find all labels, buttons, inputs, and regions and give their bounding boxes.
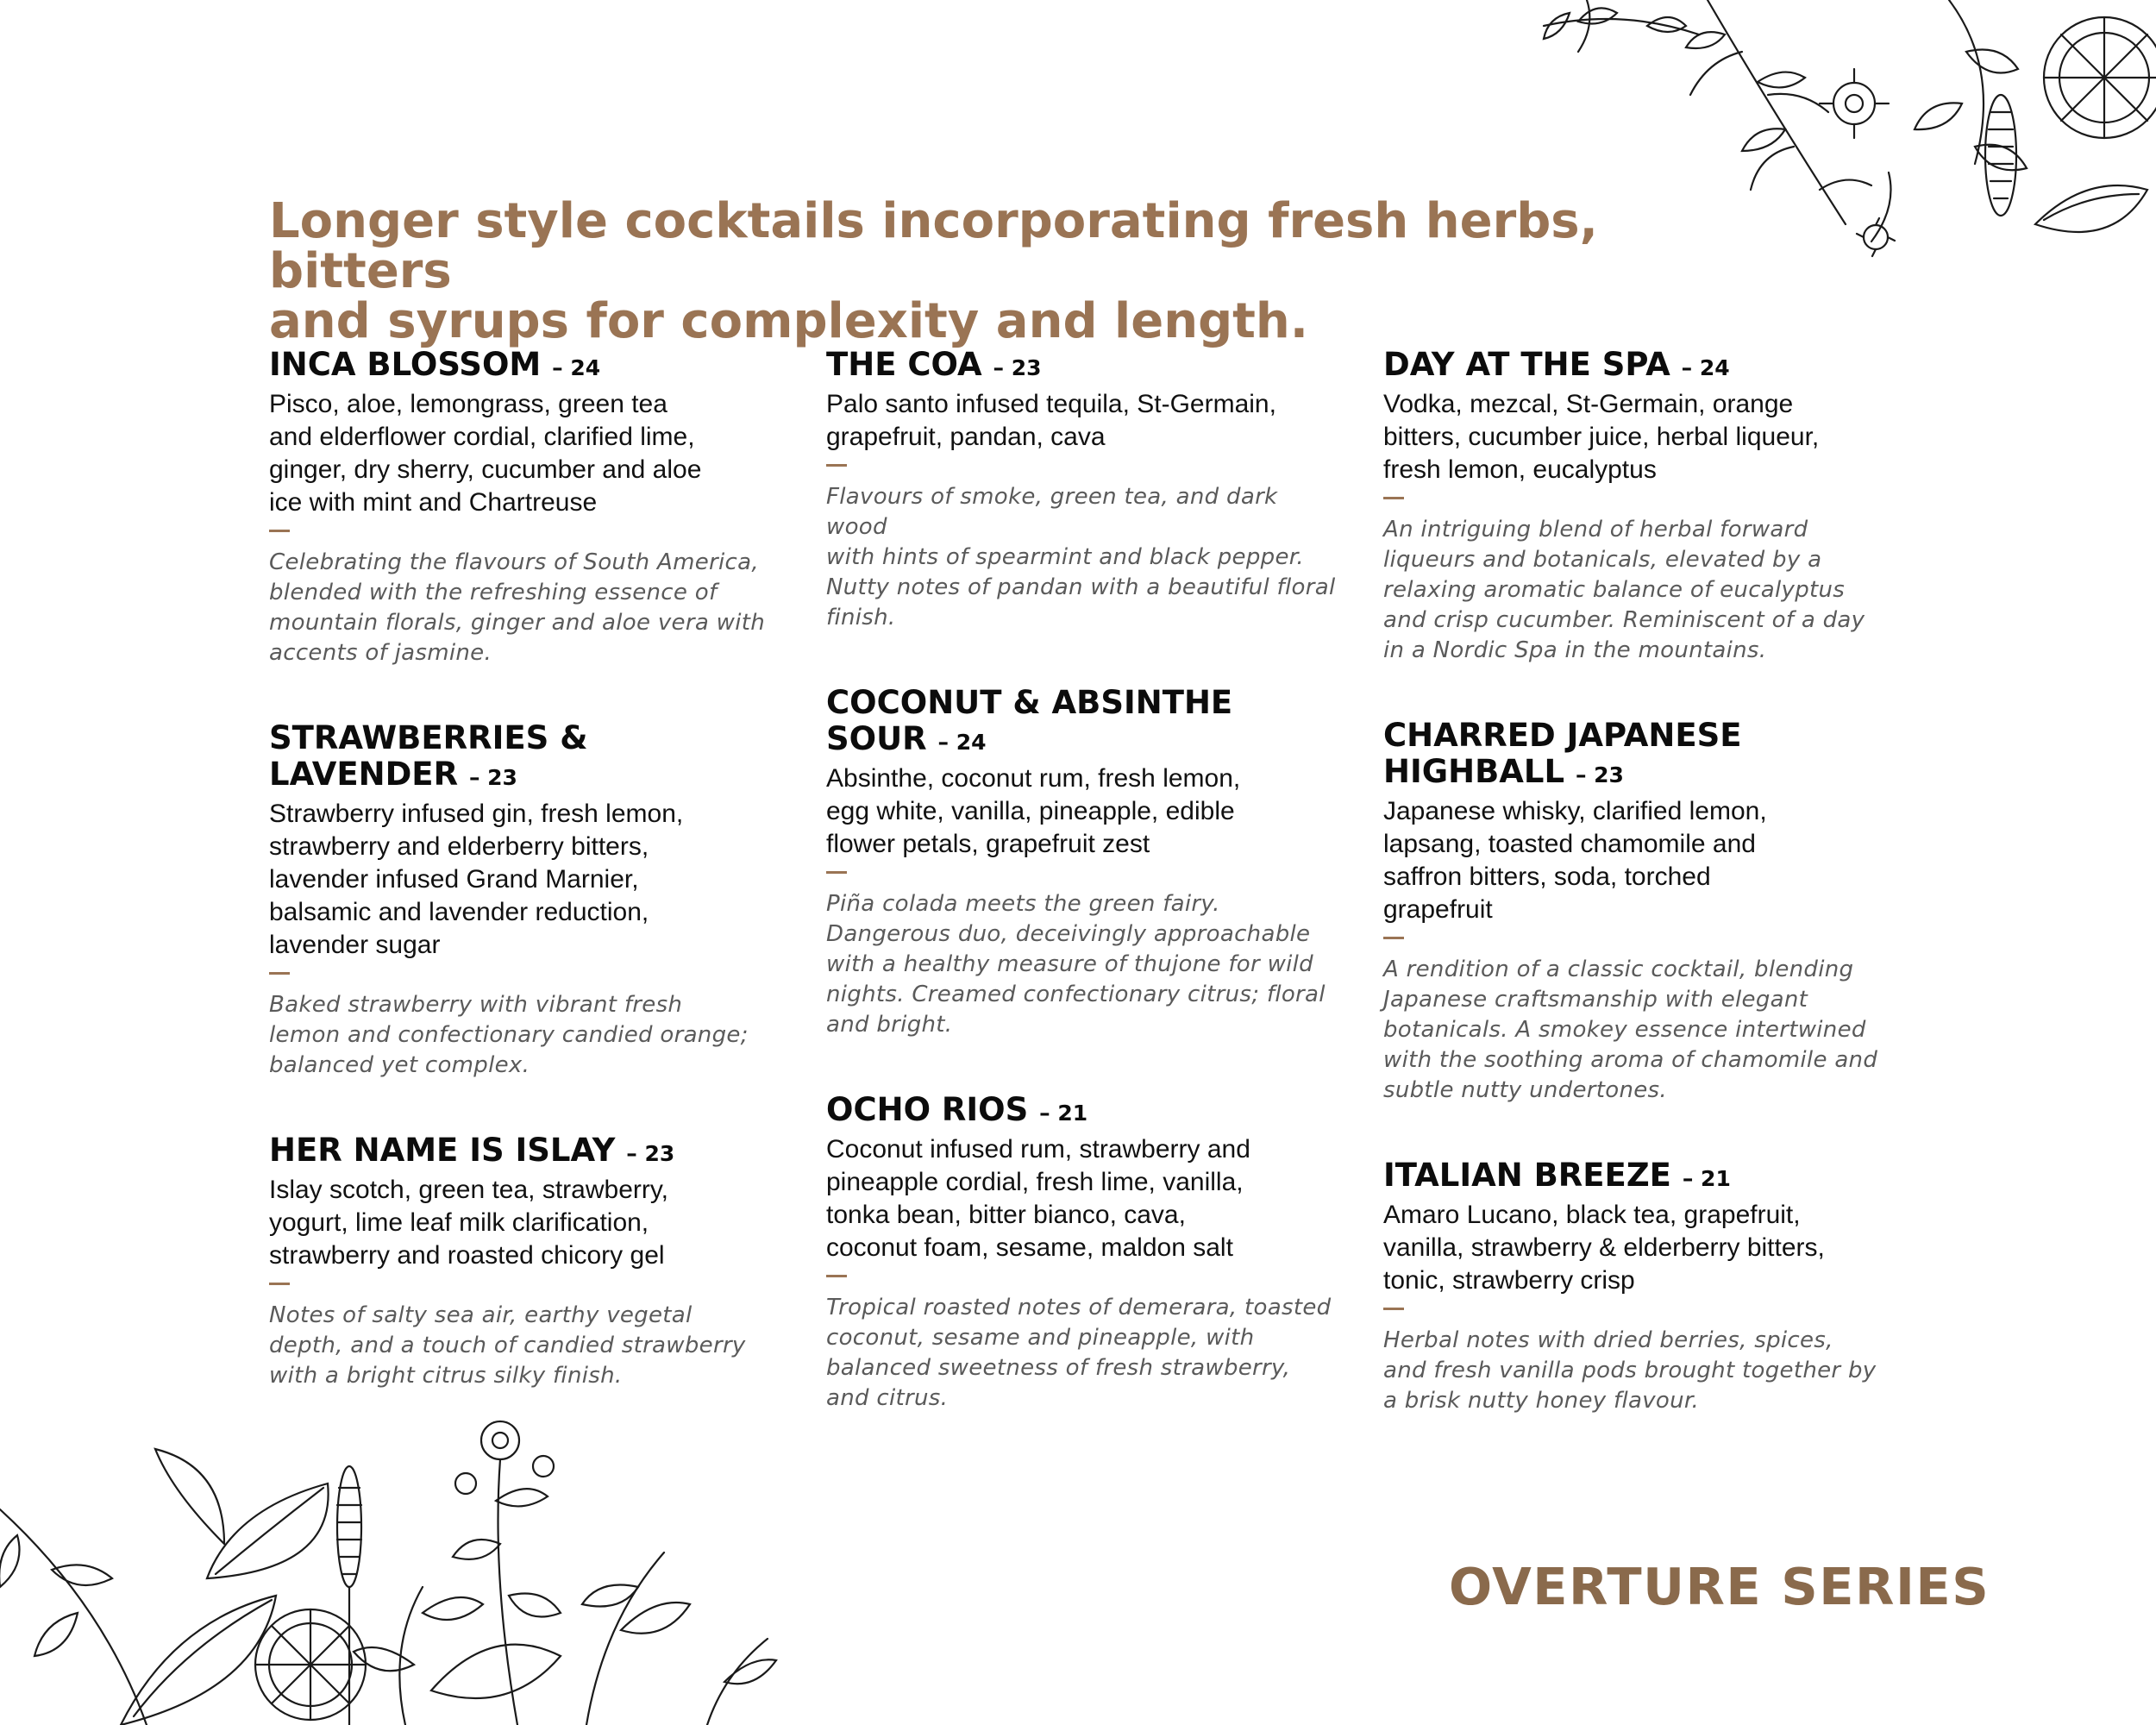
ingredients-line: Islay scotch, green tea, strawberry,: [269, 1176, 668, 1204]
ingredients-line: Coconut infused rum, strawberry and: [826, 1135, 1250, 1164]
notes-line: and crisp cucumber. Reminiscent of a day: [1383, 607, 1865, 633]
notes-line: Herbal notes with dried berries, spices,: [1383, 1327, 1833, 1353]
notes-line: mountain florals, ginger and aloe vera with: [269, 610, 765, 636]
cocktail-name-text: ITALIAN BREEZE: [1383, 1157, 1671, 1194]
notes-line: Dangerous duo, deceivingly approachable: [826, 921, 1311, 947]
notes-line: botanicals. A smokey essence intertwined: [1383, 1017, 1866, 1043]
notes-line: Nutty notes of pandan with a beautiful floral: [826, 574, 1336, 600]
cocktail-name-text: STRAWBERRIES &: [269, 719, 588, 756]
cocktail-ingredients: [826, 388, 1344, 454]
accent-divider: [826, 1275, 847, 1277]
cocktail-price: – 23: [626, 1141, 675, 1166]
ingredients-line: lavender infused Grand Marnier,: [269, 865, 639, 894]
cocktail-name-line: [1383, 347, 1901, 386]
cocktail-item: [826, 1092, 1344, 1414]
cocktail-name: [826, 347, 1344, 386]
cocktail-name-line: [269, 1132, 787, 1172]
notes-line: with the soothing aroma of chamomile and: [1383, 1047, 1878, 1073]
ingredients-line: and elderflower cordial, clarified lime,: [269, 423, 695, 451]
ingredients-line: ginger, dry sherry, cucumber and aloe: [269, 455, 702, 484]
cocktail-ingredients: [826, 762, 1344, 861]
notes-line: accents of jasmine.: [269, 640, 492, 666]
cocktail-ingredients: [1383, 1199, 1901, 1297]
notes-line: liqueurs and botanicals, elevated by a: [1383, 547, 1822, 573]
ingredients-line: egg white, vanilla, pineapple, edible: [826, 797, 1235, 825]
cocktail-name-line: [269, 720, 787, 756]
tasting-notes: [269, 1301, 787, 1391]
menu-column: [826, 347, 1344, 1465]
cocktail-ingredients: [1383, 388, 1901, 486]
cocktail-name: [826, 1092, 1344, 1132]
cocktail-name: [269, 347, 787, 386]
notes-line: in a Nordic Spa in the mountains.: [1383, 637, 1767, 663]
notes-line: Celebrating the flavours of South America,: [269, 549, 759, 575]
notes-line: with a bright citrus silky finish.: [269, 1363, 623, 1389]
headline-line: and syrups for complexity and length.: [269, 293, 1309, 349]
cocktail-ingredients: [269, 798, 787, 962]
cocktail-item: [1383, 1157, 1901, 1416]
cocktail-name: [269, 1132, 787, 1172]
accent-divider: [1383, 1308, 1404, 1310]
ingredients-line: saffron bitters, soda, torched: [1383, 862, 1711, 891]
cocktail-name-line: [826, 721, 1344, 761]
ingredients-line: Vodka, mezcal, St-Germain, orange: [1383, 390, 1794, 418]
cocktail-item: [269, 720, 787, 1081]
cocktail-item: [269, 1132, 787, 1391]
cocktail-item: [269, 347, 787, 668]
cocktail-price: – 21: [1682, 1166, 1731, 1191]
accent-divider: [269, 972, 290, 975]
cocktail-name-text: CHARRED JAPANESE: [1383, 717, 1742, 754]
tasting-notes: [826, 482, 1344, 633]
cocktail-ingredients: [1383, 795, 1901, 926]
cocktail-ingredients: [269, 1174, 787, 1272]
cocktail-name: [1383, 718, 1901, 794]
ingredients-line: tonka bean, bitter bianco, cava,: [826, 1201, 1186, 1229]
tasting-notes: [826, 889, 1344, 1040]
notes-line: Flavours of smoke, green tea, and dark wood: [826, 484, 1278, 540]
ingredients-line: ice with mint and Chartreuse: [269, 488, 598, 517]
cocktail-name-line: [826, 1092, 1344, 1132]
cocktail-price: – 23: [468, 765, 517, 790]
notes-line: nights. Creamed confectionary citrus; floral: [826, 982, 1326, 1007]
accent-divider: [1383, 937, 1404, 939]
tasting-notes: [1383, 515, 1901, 666]
ingredients-line: Absinthe, coconut rum, fresh lemon,: [826, 764, 1241, 793]
notes-line: blended with the refreshing essence of: [269, 580, 718, 605]
notes-line: Piña colada meets the green fairy.: [826, 891, 1220, 917]
accent-divider: [826, 464, 847, 467]
cocktail-name: [1383, 1157, 1901, 1197]
notes-line: Baked strawberry with vibrant fresh: [269, 992, 683, 1018]
ingredients-line: Strawberry infused gin, fresh lemon,: [269, 800, 684, 828]
notes-line: relaxing aromatic balance of eucalyptus: [1383, 577, 1846, 603]
cocktail-price: – 24: [552, 355, 601, 380]
menu-column: [1383, 347, 1901, 1468]
cocktail-name-text: INCA BLOSSOM: [269, 346, 542, 383]
cocktail-name-line: [826, 347, 1344, 386]
cocktail-name-line: [269, 756, 787, 796]
cocktail-name-line: [1383, 718, 1901, 754]
cocktail-item: [826, 685, 1344, 1040]
cocktail-item: [1383, 718, 1901, 1106]
cocktail-price: – 23: [993, 355, 1042, 380]
notes-line: An intriguing blend of herbal forward: [1383, 517, 1808, 543]
ingredients-line: grapefruit: [1383, 895, 1493, 924]
tasting-notes: [269, 990, 787, 1081]
accent-divider: [269, 1283, 290, 1285]
cocktail-price: – 24: [1681, 355, 1730, 380]
cocktail-name-line: [826, 685, 1344, 721]
botanical-illustration-icon: [0, 1406, 862, 1725]
ingredients-line: tonic, strawberry crisp: [1383, 1266, 1635, 1295]
notes-line: and bright.: [826, 1012, 953, 1038]
notes-line: and fresh vanilla pods brought together by: [1383, 1358, 1877, 1383]
ingredients-line: fresh lemon, eucalyptus: [1383, 455, 1657, 484]
ingredients-line: strawberry and roasted chicory gel: [269, 1241, 665, 1270]
headline-line: Longer style cocktails incorporating fresh herbs, bitters: [269, 193, 1598, 299]
ingredients-line: lavender sugar: [269, 931, 441, 959]
notes-line: a brisk nutty honey flavour.: [1383, 1388, 1700, 1414]
tasting-notes: [269, 548, 787, 668]
notes-line: and citrus.: [826, 1385, 949, 1411]
ingredients-line: Amaro Lucano, black tea, grapefruit,: [1383, 1201, 1801, 1229]
cocktail-name-text: LAVENDER: [269, 756, 459, 793]
tasting-notes: [1383, 955, 1901, 1106]
notes-line: Tropical roasted notes of demerara, toasted: [826, 1295, 1332, 1320]
cocktail-price: – 21: [1039, 1101, 1088, 1126]
cocktail-name-text: OCHO RIOS: [826, 1091, 1029, 1128]
cocktail-name-line: [269, 347, 787, 386]
cocktail-name: [1383, 347, 1901, 386]
ingredients-line: lapsang, toasted chamomile and: [1383, 830, 1756, 858]
notes-line: subtle nutty undertones.: [1383, 1077, 1667, 1103]
cocktail-name-text: HER NAME IS ISLAY: [269, 1132, 616, 1169]
ingredients-line: grapefruit, pandan, cava: [826, 423, 1106, 451]
accent-divider: [1383, 497, 1404, 499]
notes-line: with hints of spearmint and black pepper.: [826, 544, 1304, 570]
ingredients-line: balsamic and lavender reduction,: [269, 898, 649, 926]
notes-line: with a healthy measure of thujone for wild: [826, 951, 1313, 977]
ingredients-line: Palo santo infused tequila, St-Germain,: [826, 390, 1276, 418]
notes-line: balanced sweetness of fresh strawberry,: [826, 1355, 1291, 1381]
cocktail-name: [826, 685, 1344, 761]
ingredients-line: pineapple cordial, fresh lime, vanilla,: [826, 1168, 1244, 1196]
ingredients-line: strawberry and elderberry bitters,: [269, 832, 649, 861]
page-headline: [269, 193, 1735, 349]
cocktail-name: [269, 720, 787, 796]
cocktail-price: – 23: [1575, 762, 1624, 787]
cocktail-name-text: THE COA: [826, 346, 982, 383]
notes-line: Notes of salty sea air, earthy vegetal: [269, 1302, 693, 1328]
cocktail-name-line: [1383, 754, 1901, 794]
notes-line: Japanese craftsmanship with elegant: [1383, 987, 1808, 1013]
notes-line: balanced yet complex.: [269, 1052, 530, 1078]
ingredients-line: Japanese whisky, clarified lemon,: [1383, 797, 1767, 825]
ingredients-line: flower petals, grapefruit zest: [826, 830, 1150, 858]
ingredients-line: coconut foam, sesame, maldon salt: [826, 1233, 1233, 1262]
menu-column: [269, 347, 787, 1443]
notes-line: coconut, sesame and pineapple, with: [826, 1325, 1255, 1351]
notes-line: finish.: [826, 605, 896, 630]
cocktail-ingredients: [826, 1133, 1344, 1264]
cocktail-name-text: DAY AT THE SPA: [1383, 346, 1670, 383]
cocktail-name-text: HIGHBALL: [1383, 753, 1565, 790]
cocktail-ingredients: [269, 388, 787, 519]
accent-divider: [269, 530, 290, 532]
ingredients-line: Pisco, aloe, lemongrass, green tea: [269, 390, 667, 418]
tasting-notes: [1383, 1326, 1901, 1416]
cocktail-item: [1383, 347, 1901, 666]
cocktail-name-text: COCONUT & ABSINTHE: [826, 684, 1233, 721]
series-title: OVERTURE SERIES: [1449, 1557, 1990, 1616]
accent-divider: [826, 871, 847, 874]
tasting-notes: [826, 1293, 1344, 1414]
notes-line: A rendition of a classic cocktail, blending: [1383, 957, 1854, 982]
cocktail-item: [826, 347, 1344, 633]
cocktail-name-text: SOUR: [826, 720, 927, 757]
cocktail-price: – 24: [937, 730, 987, 755]
ingredients-line: yogurt, lime leaf milk clarification,: [269, 1208, 649, 1237]
notes-line: depth, and a touch of candied strawberry: [269, 1333, 746, 1358]
notes-line: lemon and confectionary candied orange;: [269, 1022, 749, 1048]
cocktail-name-line: [1383, 1157, 1901, 1197]
ingredients-line: bitters, cucumber juice, herbal liqueur,: [1383, 423, 1820, 451]
ingredients-line: vanilla, strawberry & elderberry bitters,: [1383, 1233, 1825, 1262]
